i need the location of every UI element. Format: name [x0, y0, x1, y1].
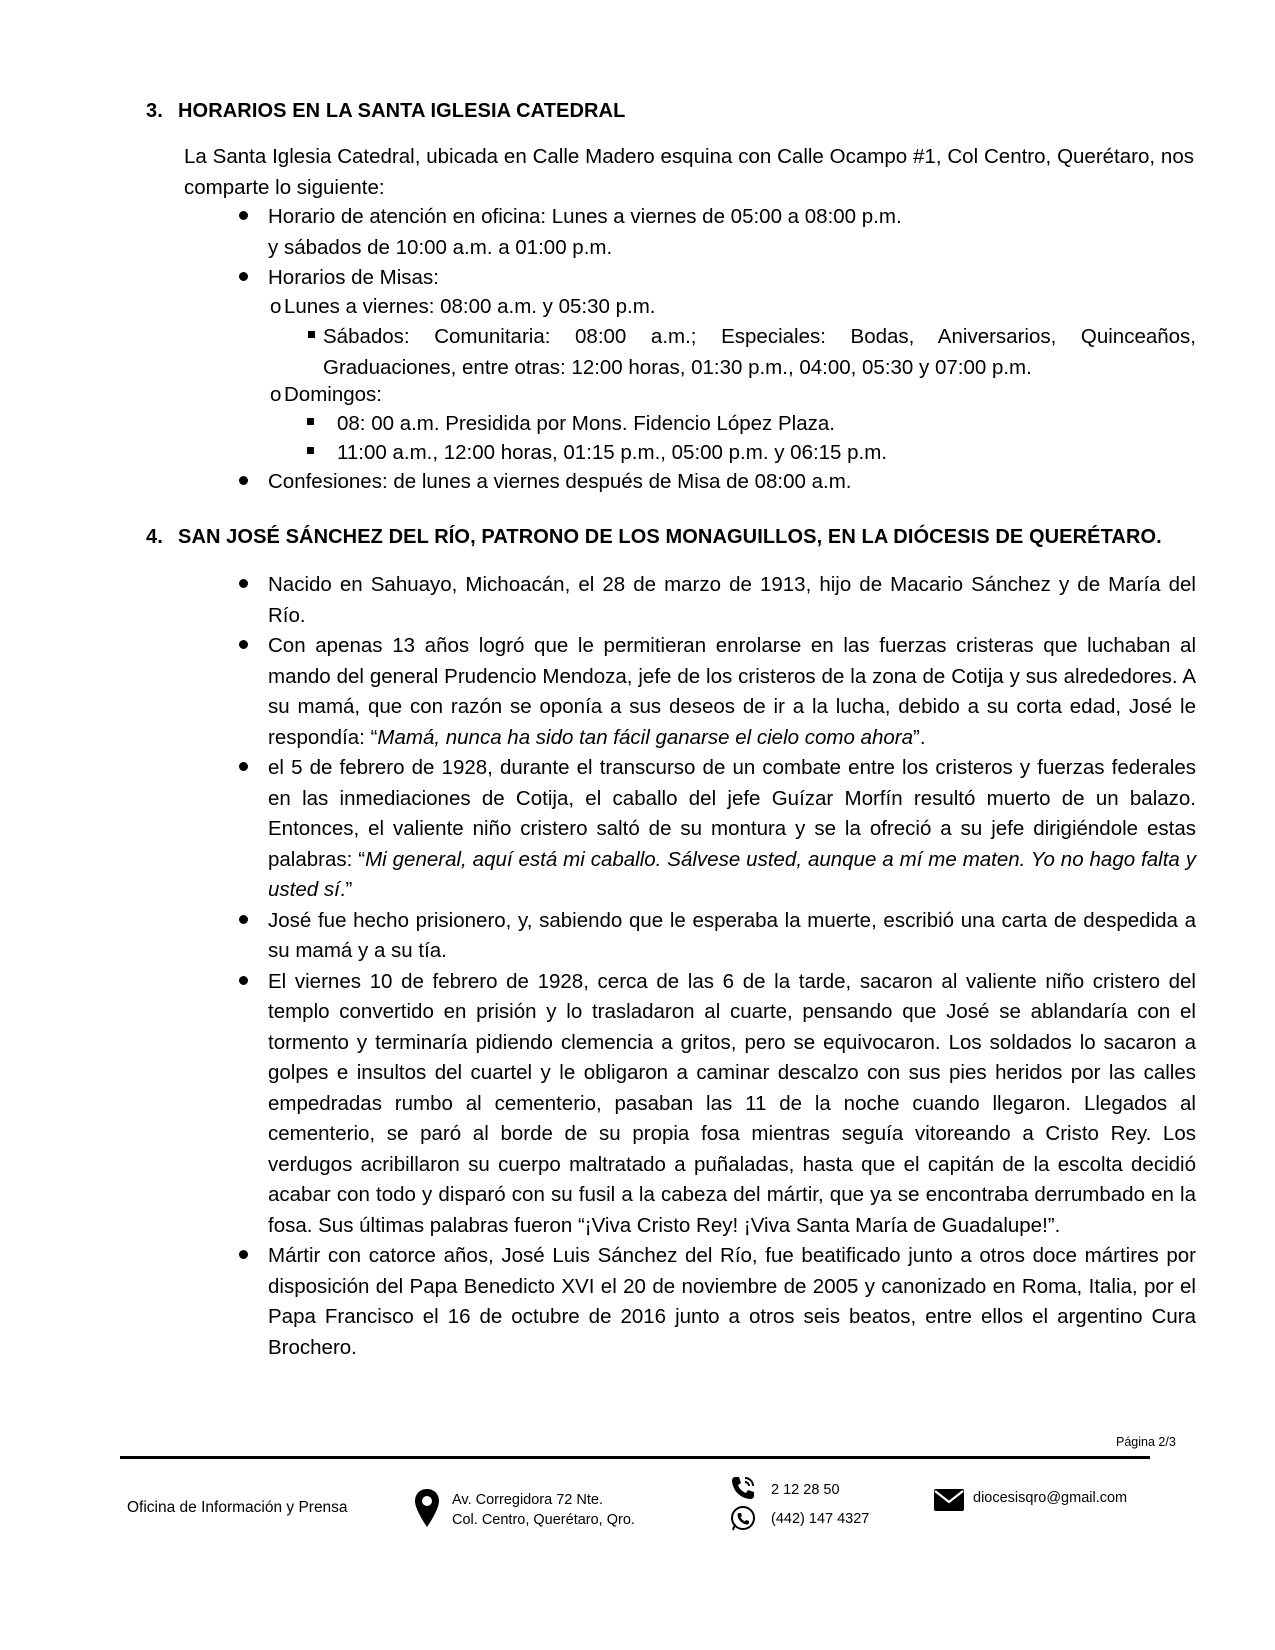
- footer-address-2: Col. Centro, Querétaro, Qro.: [452, 1512, 635, 1528]
- list-item: [184, 263, 1196, 294]
- item-birth: Nacido en Sahuayo, Michoacán, el 28 de marzo de 1913, hijo de Macario Sánchez y de María del Río.: [268, 573, 1196, 627]
- footer-office: Oficina de Información y Prensa: [127, 1499, 348, 1516]
- item-canonization: Mártir con catorce años, José Luis Sánchez del Río, fue beatificado junto a otros doce mártires por disposición del Papa Benedicto XVI el 20 de noviembre de 2005 y canonizado en Roma, Italia, por el Papa Francisco el 16 de octubre de 2016 junto a otros seis beatos, entre ellos el argentino Cura Brochero.: [268, 1244, 1196, 1359]
- list-item: [184, 631, 1196, 753]
- square-bullet-icon: [308, 331, 315, 338]
- bullet-icon: [238, 631, 248, 662]
- section-3-heading: [146, 100, 625, 123]
- item-battle-text: el 5 de febrero de 1928, durante el transcurso de un combate entre los cristeros y fuerzas federales en las inmediaciones de Cotija, el caballo del jefe Guízar Morfín resultó muerto de un balazo. Entonces, el valiente niño cristero saltó de su montura y se la ofreció a su jefe dirigiéndole estas palabras: “: [268, 756, 1196, 871]
- section-4-list: [184, 570, 1196, 1363]
- square-bullet-icon: [307, 447, 314, 454]
- section-3-intro: La Santa Iglesia Catedral, ubicada en Calle Madero esquina con Calle Ocampo #1, Col Centro, Querétaro, nos comparte lo siguiente:: [184, 145, 1194, 199]
- footer-phone-1: 2 12 28 50: [771, 1482, 840, 1498]
- bullet-icon: [238, 906, 248, 937]
- mass-weekday-text: Lunes a viernes: 08:00 a.m. y 05:30 p.m.: [284, 295, 656, 318]
- section-title: HORARIOS EN LA SANTA IGLESIA CATEDRAL: [178, 100, 626, 122]
- section-number: 3.: [146, 100, 163, 122]
- footer-email: diocesisqro@gmail.com: [973, 1490, 1128, 1506]
- item-battle-quote: Mi general, aquí está mi caballo. Sálvese usted, aunque a mí me maten. Yo no hago falta y usted sí: [268, 847, 1196, 901]
- bullet-icon: [238, 753, 248, 784]
- circle-bullet: o: [270, 295, 282, 318]
- sunday-mass-2: [337, 438, 1197, 469]
- mass-saturday-item: [323, 322, 1196, 383]
- bullet-icon: [238, 1241, 248, 1272]
- item-martyrdom: El viernes 10 de febrero de 1928, cerca de las 6 de la tarde, sacaron al valiente niño cristero del templo convertido en prisión y lo trasladaron al cuarte, pensando que José se ablandaría con el tormento y terminaría pidiendo clemencia a gritos, pero se equivocaron. Los soldados lo sacaron a golpes e insultos del cuartel y le obligaron a caminar descalzo con sus pies heridos por las calles empedradas rumbo al cementerio, pasaban las 11 de la noche cuando llegaron. Llegados al cementerio, se paró al borde de su propia fosa mientras seguía vitoreando a Cristo Rey. Los verdugos acribillaron su cuerpo maltratado a puñaladas, hasta que el capitán de la escolta decidió acabar con todo y disparó con su fusil a la cabeza del mártir, que ya se encontraba derrumbado en la fosa. Sus últimas palabras fueron “¡Viva Cristo Rey! ¡Viva Santa María de Guadalupe!”.: [268, 969, 1196, 1237]
- section-3-list: [184, 202, 1196, 294]
- location-pin-icon: [414, 1488, 440, 1533]
- footer-phone-2: (442) 147 4327: [771, 1511, 870, 1527]
- footer-address-1: Av. Corregidora 72 Nte.: [452, 1492, 603, 1508]
- list-item: [184, 467, 1196, 498]
- list-item: [184, 570, 1196, 631]
- whatsapp-icon: [729, 1505, 757, 1538]
- bullet-icon: [238, 967, 248, 998]
- circle-bullet: o: [270, 383, 282, 406]
- sunday-mass-1: [337, 409, 1197, 440]
- list-item: [184, 967, 1196, 1242]
- sunday-mass-2-text: 11:00 a.m., 12:00 horas, 01:15 p.m., 05:00 p.m. y 06:15 p.m.: [337, 441, 888, 464]
- item-prisoner: José fue hecho prisionero, y, sabiendo que le esperaba la muerte, escribió una carta de despedida a su mamá y a su tía.: [268, 908, 1196, 962]
- item-enlist-quote: Mamá, nunca ha sido tan fácil ganarse el cielo como ahora: [377, 725, 913, 749]
- list-item: [184, 1241, 1196, 1363]
- item-enlist-text: Con apenas 13 años logró que le permitieran enrolarse en las fuerzas cristeras que luchaban al mando del general Prudencio Mendoza, jefe de los cristeros de la zona de Cotija y sus alrededores. A su mamá, que con razón se oponía a sus deseos de ir a la lucha, debido a su corta edad, José le respondía: “: [268, 634, 1196, 749]
- bullet-icon: [238, 467, 248, 498]
- section-3-list-end: [184, 467, 1196, 498]
- phone-icon: [729, 1474, 757, 1507]
- section-4-heading: [146, 526, 1162, 549]
- list-item: [184, 906, 1196, 967]
- bullet-icon: [238, 570, 248, 601]
- masses-label: Horarios de Misas:: [268, 266, 439, 289]
- section-title: SAN JOSÉ SÁNCHEZ DEL RÍO, PATRONO DE LOS MONAGUILLOS, EN LA DIÓCESIS DE QUERÉTARO.: [178, 526, 1162, 548]
- item-enlist: [268, 631, 1196, 753]
- footer-divider: [120, 1456, 1150, 1459]
- page-number: Página 2/3: [1116, 1435, 1176, 1449]
- mass-sunday-text: Domingos:: [284, 383, 382, 406]
- section-number: 4.: [146, 526, 163, 548]
- bullet-icon: [238, 263, 248, 294]
- item-battle: [268, 753, 1196, 906]
- list-item: [184, 202, 1196, 263]
- office-hours-line-1: Horario de atención en oficina: Lunes a viernes de 05:00 a 08:00 p.m.: [268, 205, 902, 228]
- square-bullet-icon: [307, 418, 314, 425]
- sunday-mass-1-text: 08: 00 a.m. Presidida por Mons. Fidencio López Plaza.: [337, 412, 835, 435]
- envelope-icon: [933, 1488, 965, 1517]
- item-battle-end: .”: [339, 878, 353, 901]
- list-item: [184, 753, 1196, 906]
- confessions-text: Confesiones: de lunes a viernes después de Misa de 08:00 a.m.: [268, 470, 852, 493]
- office-hours-line-2: y sábados de 10:00 a.m. a 01:00 p.m.: [268, 235, 613, 259]
- bullet-icon: [238, 202, 248, 233]
- item-enlist-end: ”.: [913, 725, 926, 749]
- mass-saturday-text: Sábados: Comunitaria: 08:00 a.m.; Especiales: Bodas, Aniversarios, Quinceaños, Graduaciones, entre otras: 12:00 horas, 01:30 p.m., 04:00, 05:30 y 07:00 p.m.: [323, 325, 1196, 379]
